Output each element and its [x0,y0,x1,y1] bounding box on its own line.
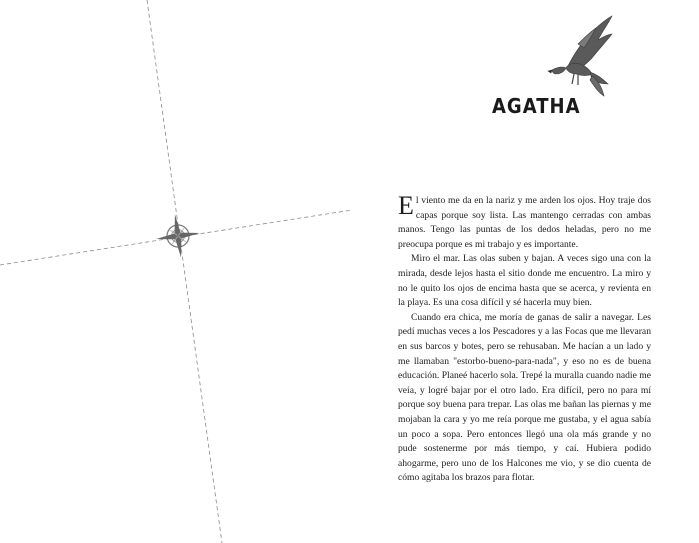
hawk-flying-icon [538,14,614,104]
paragraph-1 [398,191,651,252]
chapter-title: AGATHA [492,94,581,119]
compass-rose [153,211,203,261]
paragraph-1-text: l viento me da en la nariz y me arden los ojos. Hoy traje dos capas porque soy lista. Las mantengo cerradas con ambas manos. Tengo las puntas de los dedos heladas, pero no me preocupa porque es mi trabajo y es importante. [398,195,651,250]
drop-cap: E [398,191,414,220]
paragraph-2: Miro el mar. Las olas suben y bajan. A veces sigo una con la mirada, desde lejos hasta el sitio donde me encuentro. La miro y no le quito los ojos de encima hasta que se acerca, y revienta en la playa. Es una cosa difícil y sé hacerla muy bien. [398,253,651,309]
paragraph-3: Cuando era chica, me moría de ganas de salir a navegar. Les pedí muchas veces a los Pescadores y a las Focas que me llevaran en sus barcos y botes, pero se rehusaban. Me hacían a un lado y me llamaban "estorbo-bueno-para-nada", y eso no es de buena educación. Planeé hacerlo sola. Trepé la muralla cuando nadie me veía, y logré bajar por el otro lado. Era difícil, pero no para mí porque soy buena para trepar. Las olas me bañan las piernas y me mojaban la cara y yo me reía porque me gustaba, y el agua sabía un poco a sopa. Pero entonces llegó una ola más grande y no pude sostenerme por más tiempo, y caí. Hubiera podido ahogarme, pero uno de los Halcones me vio, y se dio cuenta de cómo agitaba los brazos para flotar. [398,311,651,484]
chapter-body-text [398,191,651,486]
